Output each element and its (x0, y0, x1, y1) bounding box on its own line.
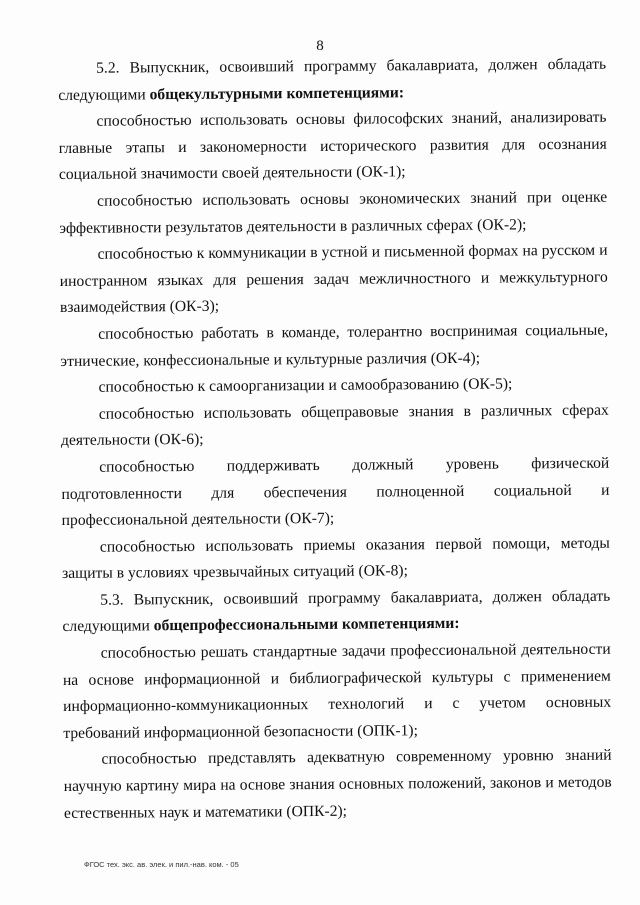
section-5-2-heading (58, 52, 606, 109)
section-5-2-lead: 5.2. Выпускник, освоивший программу бакалавриата, должен обладать следующими (58, 55, 607, 104)
page-footer: ФГОС тех. экс. ав. элек. и пил.-нав. ком. - 05 (84, 860, 239, 869)
section-5-3-heading (62, 584, 610, 641)
ok-2-item: способностью использовать основы экономических знаний при оценке эффективности результатов деятельности в различных сферах (ОК-2); (59, 188, 608, 237)
section-5-2-bold: общекультурными компетенциями: (149, 83, 405, 103)
ok-6-item: способностью использовать общеправовые знания в различных сферах деятельности (ОК-6); (60, 401, 609, 450)
ok-7-item: способностью поддерживать должный уровень физической подготовленности для обеспечения полноценной социальной и профессиональной деятельности (ОК-7); (61, 454, 610, 530)
opk-1-item: способностью решать стандартные задачи профессиональной деятельности на основе информационной и библиографической культуры с применением информационно-коммуникационных технологий и с учетом основных требований информационной безопасности (ОПК-1); (62, 640, 612, 742)
ok-5-item: способностью к самоорганизации и самообразованию (ОК-5); (98, 375, 513, 396)
ok-4-item: способностью работать в команде, толерантно воспринимая социальные, этнические, конфессиональные и культурные различия (ОК-4); (60, 321, 609, 370)
ok-1-item: способностью использовать основы философских знаний, анализировать главные этапы и закономерности исторического развития для осознания социальной значимости своей деятельности (ОК-1); (58, 108, 607, 184)
ok-8-item: способностью использовать приемы оказания первой помощи, методы защиты в условиях чрезвычайных ситуаций (ОК-8); (61, 534, 610, 583)
section-5-3-lead: 5.3. Выпускник, освоивший программу бакалавриата, должен обладать следующими (62, 587, 611, 636)
document-body (58, 52, 612, 827)
page-number: 8 (316, 38, 324, 54)
opk-2-item: способностью представлять адекватную современному уровню знаний научную картину мира на основе знания основных положений, законов и методов естественных наук и математики (ОПК-2); (63, 747, 612, 822)
section-5-3-bold: общепрофессиональными компетенциями: (153, 615, 460, 635)
ok-3-item: способностью к коммуникации в устной и письменной формах на русском и иностранном языках для решения задач межличностного и межкультурного взаимодействия (ОК-3); (59, 241, 608, 317)
